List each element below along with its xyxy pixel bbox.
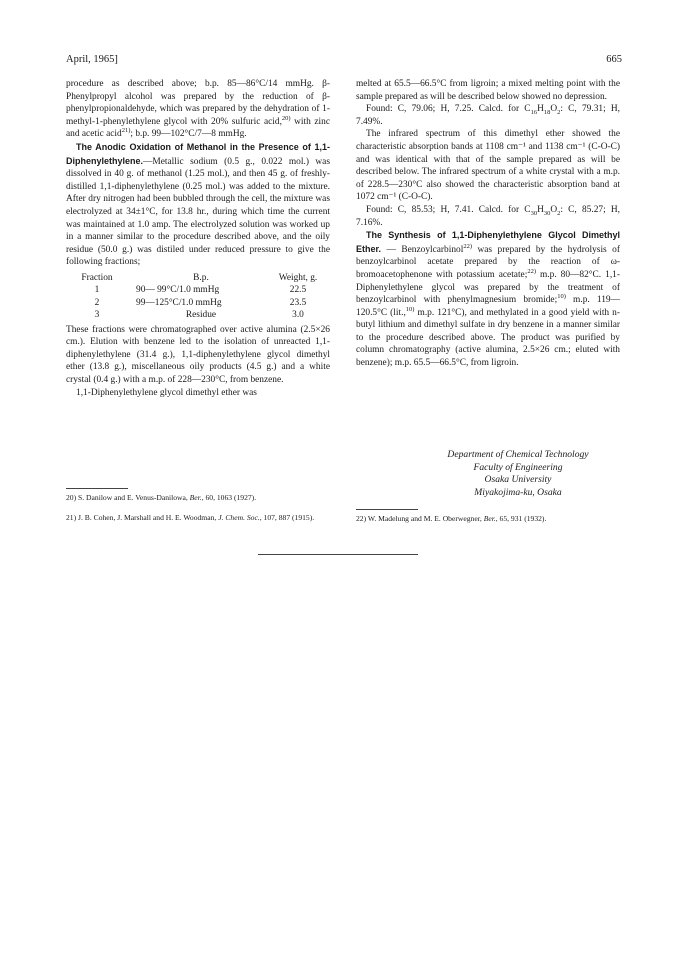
paragraph: Found: C, 79.06; H, 7.25. Calcd. for $C_{16}H_{18}O_2$: C, 79.31; H, 7.49%. (356, 104, 621, 127)
table-row: 1 90— 99°C/1.0 mmHg 22.5 (94, 285, 307, 296)
section-heading: The Synthesis of 1,1-Diphenylethylene Glycol Dimethyl Ether. (356, 230, 620, 254)
paragraph: The infrared spectrum of this dimethyl ether showed the characteristic absorption bands at 1108 cm⁻¹ and 1138 cm⁻¹ (C-O-C) and was identical with that of the sample prepared as will be described below. The infrared spectrum of a white crystal with a m.p. of 228.5—230°C also showed the characteristic absorption band at 1072 cm⁻¹ (C-O-C). (356, 129, 620, 203)
end-divider (258, 554, 418, 555)
footnote-divider (66, 488, 128, 489)
page-number: 665 (606, 54, 622, 65)
running-header-date: April, 1965] (66, 54, 118, 65)
table-row: 2 99—125°C/1.0 mmHg 23.5 (94, 297, 307, 308)
table-header-row: Fraction B.p. Weight, g. (81, 272, 318, 283)
footnote: 20) S. Danilow and E. Venus-Danilowa, Ber., 60, 1063 (1927). (66, 493, 257, 502)
table-row: 3 Residue 3.0 (94, 310, 304, 321)
paragraph: melted at 65.5—66.5°C from ligroin; a mixed melting point with the sample prepared as will be described below showed no depression. (356, 79, 620, 102)
paragraph: The Synthesis of 1,1-Diphenylethylene Glycol Dimethyl Ether. — Benzoylcarbinol$^{22)}$ was prepared by the hydrolysis of benzoylcarbinol acetate prepared by the reaction of ω-bromoacetophenone with potassium acetate;$^{22)}$ m.p. 80—82°C. 1,1-Diphenylethylene glycol was prepared by the treatment of benzoylcarbinol with phenylmagnesium bromide;$^{10)}$ m.p. 119—120.5°C (lit.,$^{10)}$ m.p. 121°C), and methylated in a good yield with n-butyl lithium and dimethyl sulfate in dry benzene in a manner similar to the procedure described above. The product was purified by column chromatography (active alumina, 2.5×26 cm.; eluted with benzene); m.p. 65.5—66.5°C, from ligroin. (356, 230, 620, 369)
fractions-table (66, 272, 330, 322)
right-column (356, 78, 620, 370)
footnote: 21) J. B. Cohen, J. Marshall and H. E. Woodman, J. Chem. Soc., 107, 887 (1915). (66, 513, 315, 522)
paragraph: The Anodic Oxidation of Methanol in the Presence of 1,1-Diphenylethylene.—Metallic sodium (0.5 g., 0.022 mol.) was dissolved in 40 g. of methanol (1.25 mol.), and then 45 g. of freshly-distilled 1,1-diphenylethylene (0.25 mol.) was added to the mixture. After dry nitrogen had been bubbled through the cell, the mixture was electrolyzed at 34±1°C, for 13.8 hr., during which time the current was maintained at 1.0 amp. The electrolyzed solution was worked up in a manner similar to the procedure described above, and the oily residue (50.0 g.) was distiled under reduced pressure to give the following fractions; (66, 141, 330, 268)
section-heading: The Anodic Oxidation of Methanol in the Presence of 1,1-Diphenylethylene. (66, 141, 330, 166)
paragraph: Found: C, 85.53; H, 7.41. Calcd. for $C_{30}H_{30}O_2$: C, 85.27; H, 7.16%. (356, 204, 621, 228)
footnote: 22) W. Madelung and M. E. Oberwegner, Ber., 65, 931 (1932). (356, 514, 547, 523)
paragraph: 1,1-Diphenylethylene glycol dimethyl ether was (76, 387, 257, 398)
left-column (66, 78, 330, 399)
author-affiliation: Department of Chemical Technology Faculty of Engineering Osaka University Miyakojima-ku, Osaka (447, 449, 589, 498)
footnote-divider (356, 509, 418, 510)
paragraph: These fractions were chromatographed over active alumina (2.5×26 cm.). Elution with benzene led to the isolation of unreacted 1,1-diphenylethylene (31.4 g.), 1,1-diphenylethylene glycol dimethyl ether (13.8 g.), miscellaneous oily products (4.5 g.) and a white crystal (0.4 g.) with a m.p. of 228—230°C, from benzene. (66, 324, 330, 385)
paragraph: procedure as described above; b.p. 85—86°C/14 mmHg. β-Phenylpropyl alcohol was prepared by the reduction of β-phenylpropionaldehyde, which was prepared by the dehydration of 1-methyl-1-phenylethylene glycol with 20% sulfuric acid,$^{20)}$ with zinc and acetic acid$^{21)}$; b.p. 99—102°C/7—8 mmHg. (66, 79, 330, 140)
